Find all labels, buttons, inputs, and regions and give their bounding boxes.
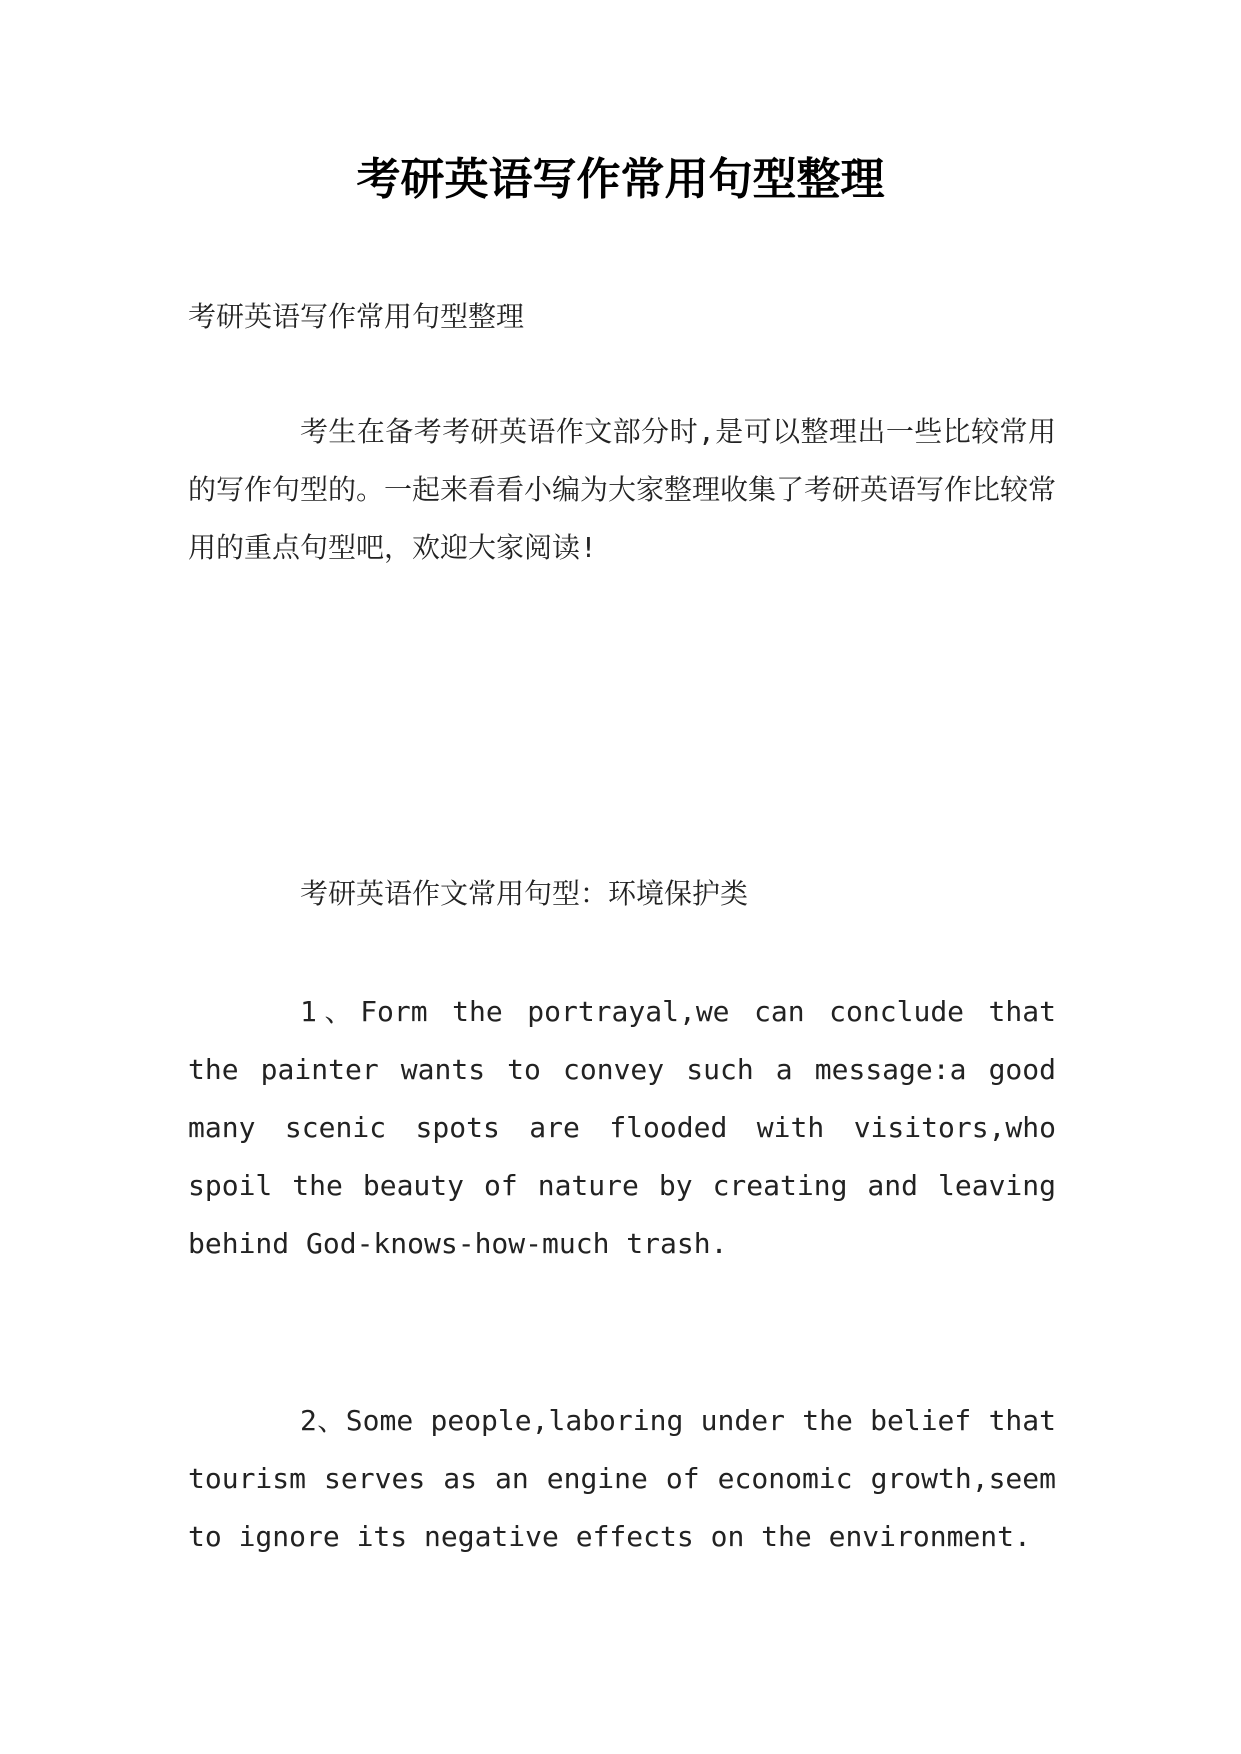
document-title: 考研英语写作常用句型整理 [356,154,885,205]
document-subtitle: 考研英语写作常用句型整理 [188,300,525,333]
sentence-item-2: 2、Some people,laboring under the belief that tourism serves as an engine of economic growth,seem to ignore its negative effects on the environment. [188,1404,1056,1553]
intro-paragraph: 考生在备考考研英语作文部分时,是可以整理出一些比较常用的写作句型的。一起来看看小编为大家整理收集了考研英语写作比较常用的重点句型吧，欢迎大家阅读! [188,415,1057,564]
sentence-item-1: 1、Form the portrayal,we can conclude that the painter wants to convey such a message:a good many scenic spots are flooded with visitors,who spoil the beauty of nature by creating and leaving behind God-knows-how-much trash. [188,995,1056,1260]
section-heading: 考研英语作文常用句型：环境保护类 [300,877,749,910]
